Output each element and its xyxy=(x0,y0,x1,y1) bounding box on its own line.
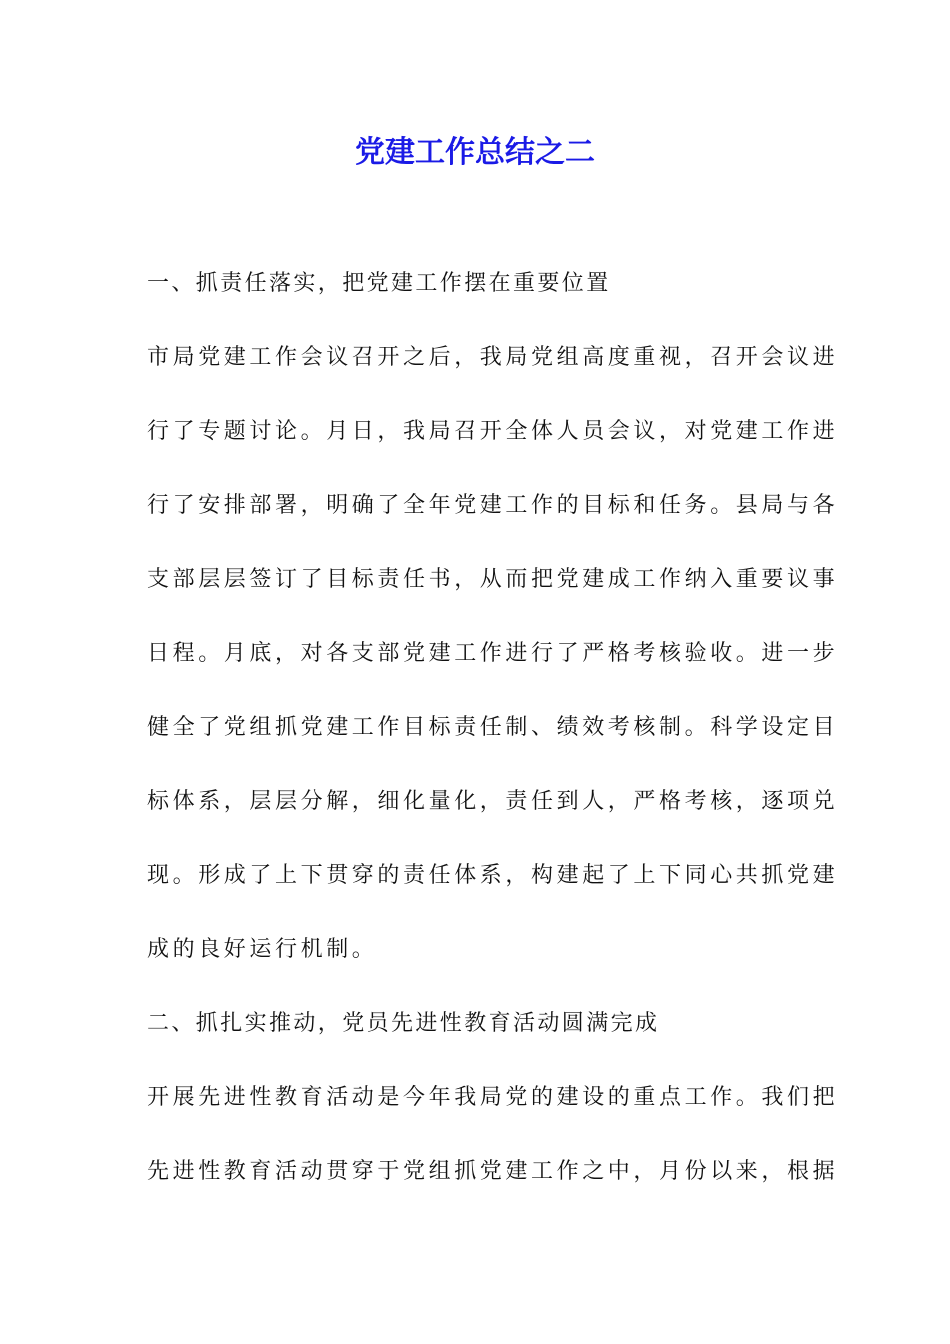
paragraph-line: 支部层层签订了目标责任书，从而把党建成工作纳入重要议事 xyxy=(147,567,839,592)
paragraph-line: 行了安排部署，明确了全年党建工作的目标和任务。县局与各 xyxy=(147,493,839,518)
paragraph-line: 现。形成了上下贯穿的责任体系，构建起了上下同心共抓党建 xyxy=(147,863,839,888)
paragraph-line: 日程。月底，对各支部党建工作进行了严格考核验收。进一步 xyxy=(147,641,839,666)
paragraph-line: 行了专题讨论。月日，我局召开全体人员会议，对党建工作进 xyxy=(147,419,839,444)
section-heading-2: 二、抓扎实推动，党员先进性教育活动圆满完成 xyxy=(147,1011,660,1036)
paragraph-line: 标体系，层层分解，细化量化，责任到人，严格考核，逐项兑 xyxy=(147,789,839,814)
paragraph-line: 市局党建工作会议召开之后，我局党组高度重视，召开会议进 xyxy=(147,345,839,370)
document-title: 党建工作总结之二 xyxy=(355,135,595,170)
section-heading-1: 一、抓责任落实，把党建工作摆在重要位置 xyxy=(147,271,611,296)
paragraph-line: 成的良好运行机制。 xyxy=(147,937,378,962)
paragraph-line: 开展先进性教育活动是今年我局党的建设的重点工作。我们把 xyxy=(147,1085,839,1110)
document-body xyxy=(147,260,839,1222)
paragraph-line: 先进性教育活动贯穿于党组抓党建工作之中，月份以来，根据 xyxy=(147,1159,839,1184)
paragraph-line: 健全了党组抓党建工作目标责任制、绩效考核制。科学设定目 xyxy=(147,715,839,740)
